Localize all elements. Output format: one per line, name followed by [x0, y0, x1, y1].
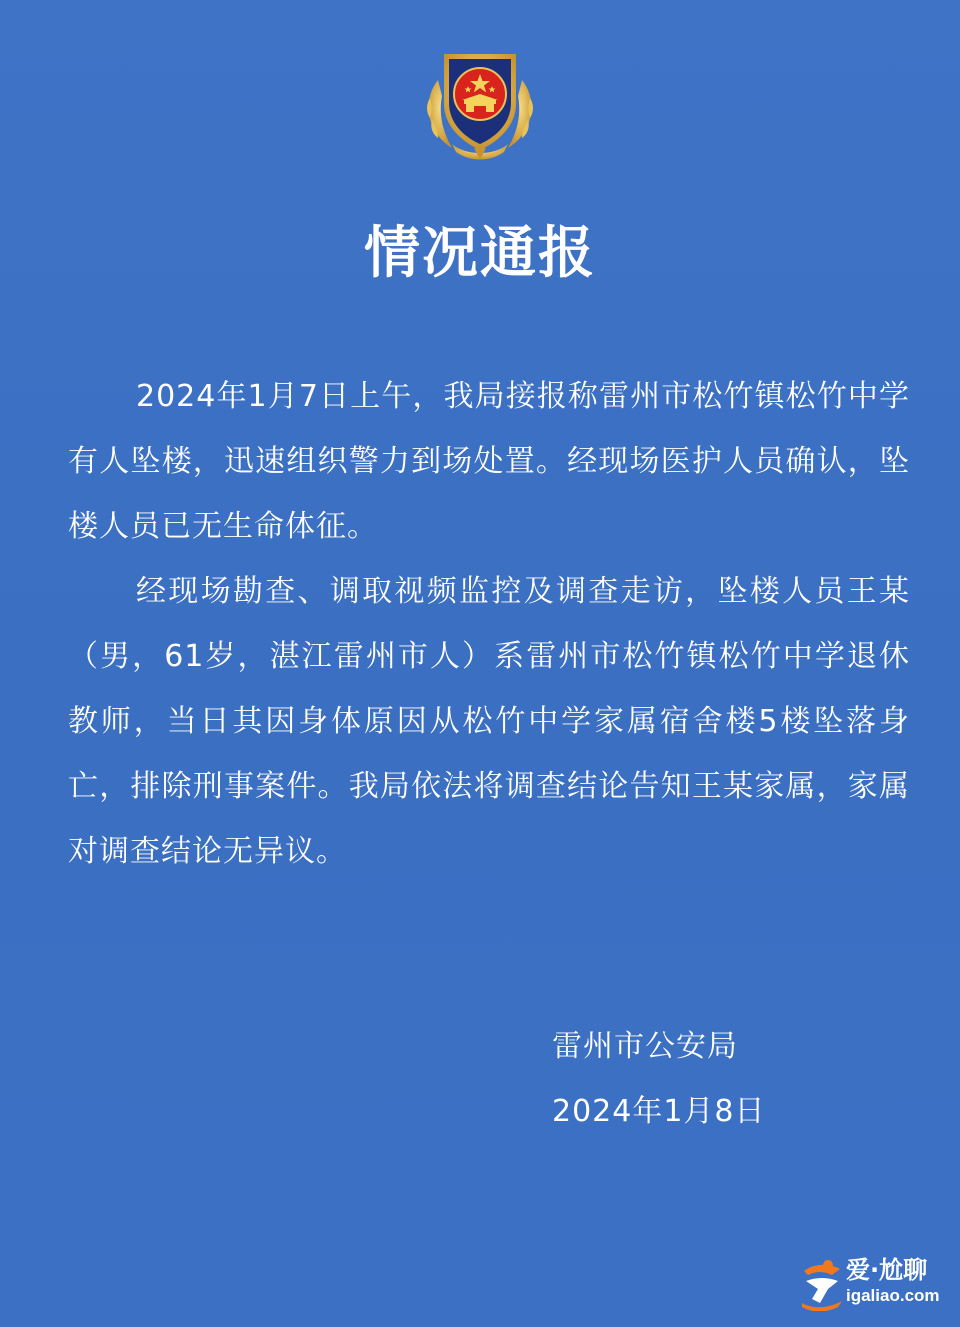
watermark-logo-icon	[798, 1257, 846, 1311]
watermark-url: igaliao.com	[846, 1286, 940, 1305]
watermark-name: 爱·尬聊	[846, 1256, 928, 1284]
notice-body	[68, 364, 910, 884]
notice-title: 情况通报	[364, 221, 596, 286]
watermark	[798, 1255, 948, 1313]
paragraph-2: 经现场勘查、调取视频监控及调查走访，坠楼人员王某（男，61岁，湛江雷州市人）系雷州市松竹镇松竹中学退休教师，当日其因身体原因从松竹中学家属宿舍楼5楼坠落身亡，排除刑事案件。我局依法将调查结论告知王某家属，家属对调查结论无异议。	[68, 574, 910, 869]
issuer-name: 雷州市公安局	[552, 1029, 738, 1064]
issue-date: 2024年1月8日	[552, 1094, 766, 1129]
paragraph-1: 2024年1月7日上午，我局接报称雷州市松竹镇松竹中学有人坠楼，迅速组织警力到场处置。经现场医护人员确认，坠楼人员已无生命体征。	[68, 379, 910, 544]
signature-block	[552, 1014, 912, 1144]
police-emblem-icon	[418, 40, 542, 164]
